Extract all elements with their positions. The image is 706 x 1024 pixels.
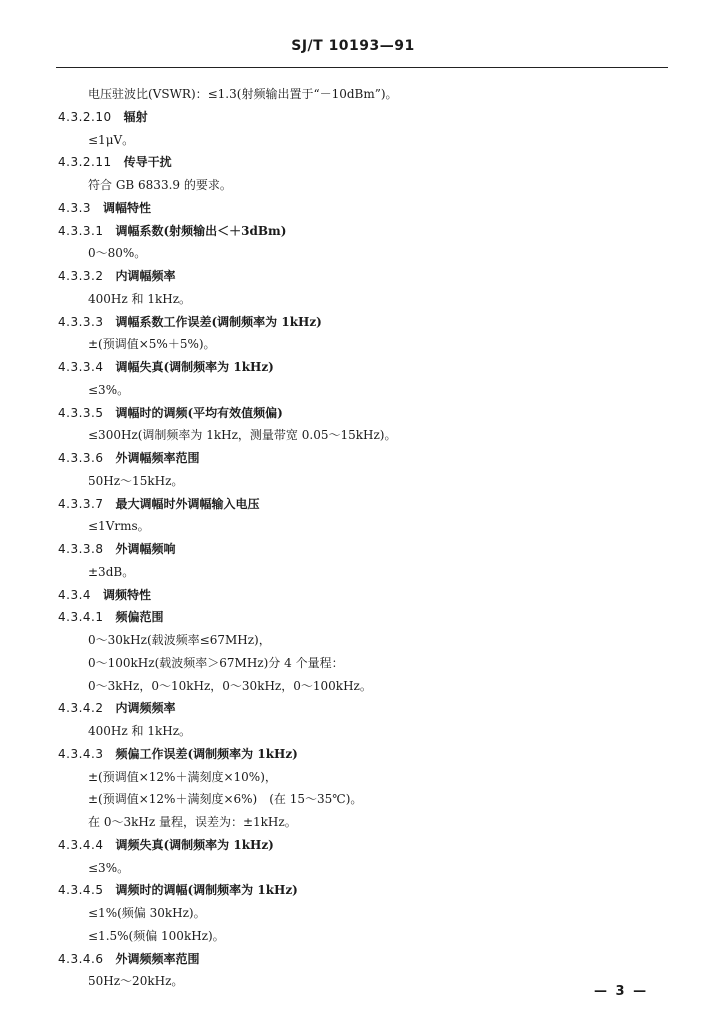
clause-title: 最大调幅时外调幅输入电压 (115, 496, 260, 511)
clause-number: 4.3.2.10 (58, 109, 112, 124)
clause-heading (58, 951, 200, 967)
clause-number: 4.3.3.3 (58, 314, 104, 329)
body-text-line: ≤300Hz(调制频率为 1kHz，测量带宽 0.05～15kHz)。 (88, 428, 397, 443)
clause-number: 4.3.3.5 (58, 405, 104, 420)
clause-number: 4.3.3.1 (58, 223, 104, 238)
body-text-line: 符合 GB 6833.9 的要求。 (88, 178, 232, 192)
clause-number: 4.3.4.4 (58, 837, 104, 852)
clause-number: 4.3.3.2 (58, 269, 104, 283)
body-text-line: 0～100kHz(载波频率＞67MHz)分 4 个量程： (88, 655, 344, 670)
body-text-line: 电压驻波比(VSWR)：≤1.3(射频输出置于“－10dBm”)。 (88, 87, 398, 101)
clause-title: 外调频频率范围 (115, 951, 200, 966)
clause-heading (58, 837, 274, 853)
clause-title: 调频特性 (103, 587, 152, 602)
body-text-line: ≤1%(频偏 30kHz)。 (88, 906, 206, 920)
clause-title: 调幅系数工作误差(调制频率为 1kHz) (115, 314, 322, 329)
clause-number: 4.3.3.6 (58, 451, 104, 465)
clause-title: 传导干扰 (123, 155, 172, 170)
clause-title: 外调幅频率范围 (115, 451, 200, 465)
clause-title: 辐射 (123, 109, 148, 124)
clause-heading (58, 746, 298, 762)
body-text-line: 在 0～3kHz 量程，误差为：±1kHz。 (88, 815, 297, 829)
clause-number: 4.3.2.11 (58, 155, 112, 170)
clause-title: 外调幅频响 (115, 542, 176, 556)
clause-title: 调频失真(调制频率为 1kHz) (115, 837, 274, 852)
body-text-line: ≤1μV。 (88, 132, 135, 147)
body-text-line: ≤1Vrms。 (88, 519, 150, 534)
clause-number: 4.3.4.2 (58, 701, 104, 716)
body-text-line: ≤3%。 (88, 860, 130, 875)
clause-heading (58, 700, 176, 716)
clause-heading (58, 496, 260, 512)
clause-title: 调幅特性 (103, 200, 152, 215)
clause-heading (58, 223, 286, 239)
clause-number: 4.3.4.6 (58, 951, 104, 966)
body-text-line: ≤1.5%(频偏 100kHz)。 (88, 928, 225, 943)
body-text-line: 400Hz 和 1kHz。 (88, 291, 192, 306)
page-number: — 3 — (594, 984, 649, 999)
clause-heading (58, 109, 148, 125)
clause-heading (58, 200, 151, 216)
clause-title: 频偏工作误差(调制频率为 1kHz) (115, 746, 298, 761)
clause-heading (58, 609, 164, 625)
clause-heading (58, 154, 172, 170)
clause-number: 4.3.4.1 (58, 610, 104, 625)
clause-heading (58, 359, 274, 375)
clause-heading (58, 587, 151, 603)
clause-number: 4.3.3.7 (58, 496, 104, 511)
body-text-line: ±(预调值×12%＋满刻度×6%) (在 15～35℃)。 (88, 792, 363, 807)
clause-title: 调幅失真(调制频率为 1kHz) (115, 360, 274, 374)
clause-heading (58, 268, 176, 284)
clause-title: 内调幅频率 (115, 269, 176, 283)
body-text-line: 0～30kHz(载波频率≤67MHz)， (88, 633, 271, 647)
clause-number: 4.3.3.8 (58, 542, 104, 556)
clause-number: 4.3.4 (58, 587, 92, 602)
clause-title: 调幅系数(射频输出＜＋3dBm) (115, 223, 287, 238)
body-text-line: 50Hz～15kHz。 (88, 473, 184, 488)
clause-number: 4.3.4.5 (58, 883, 104, 898)
clause-number: 4.3.4.3 (58, 746, 104, 761)
body-text-line: 400Hz 和 1kHz。 (88, 724, 192, 738)
clause-title: 内调频频率 (115, 701, 176, 716)
body-text-line: ±3dB。 (88, 564, 135, 579)
clause-heading (58, 450, 200, 466)
document-header: SJ/T 10193—91 (291, 38, 415, 54)
body-text-line: ±(预调值×5%＋5%)。 (88, 337, 216, 352)
clause-title: 调频时的调幅(调制频率为 1kHz) (115, 883, 298, 898)
body-text-line: ±(预调值×12%＋满刻度×10%)， (88, 769, 277, 784)
clause-number: 4.3.3.4 (58, 360, 104, 374)
clause-heading (58, 541, 176, 557)
clause-heading (58, 882, 298, 898)
body-text-line: 0～80%。 (88, 246, 147, 261)
header-rule (56, 67, 668, 68)
body-text-line: 0～3kHz，0～10kHz，0～30kHz，0～100kHz。 (88, 678, 372, 693)
clause-title: 调幅时的调频(平均有效值频偏) (115, 405, 283, 420)
clause-title: 频偏范围 (115, 610, 164, 625)
body-text-line: ≤3%。 (88, 382, 130, 397)
clause-number: 4.3.3 (58, 200, 92, 215)
clause-heading (58, 405, 283, 421)
body-text-line: 50Hz～20kHz。 (88, 974, 184, 989)
clause-heading (58, 314, 322, 330)
